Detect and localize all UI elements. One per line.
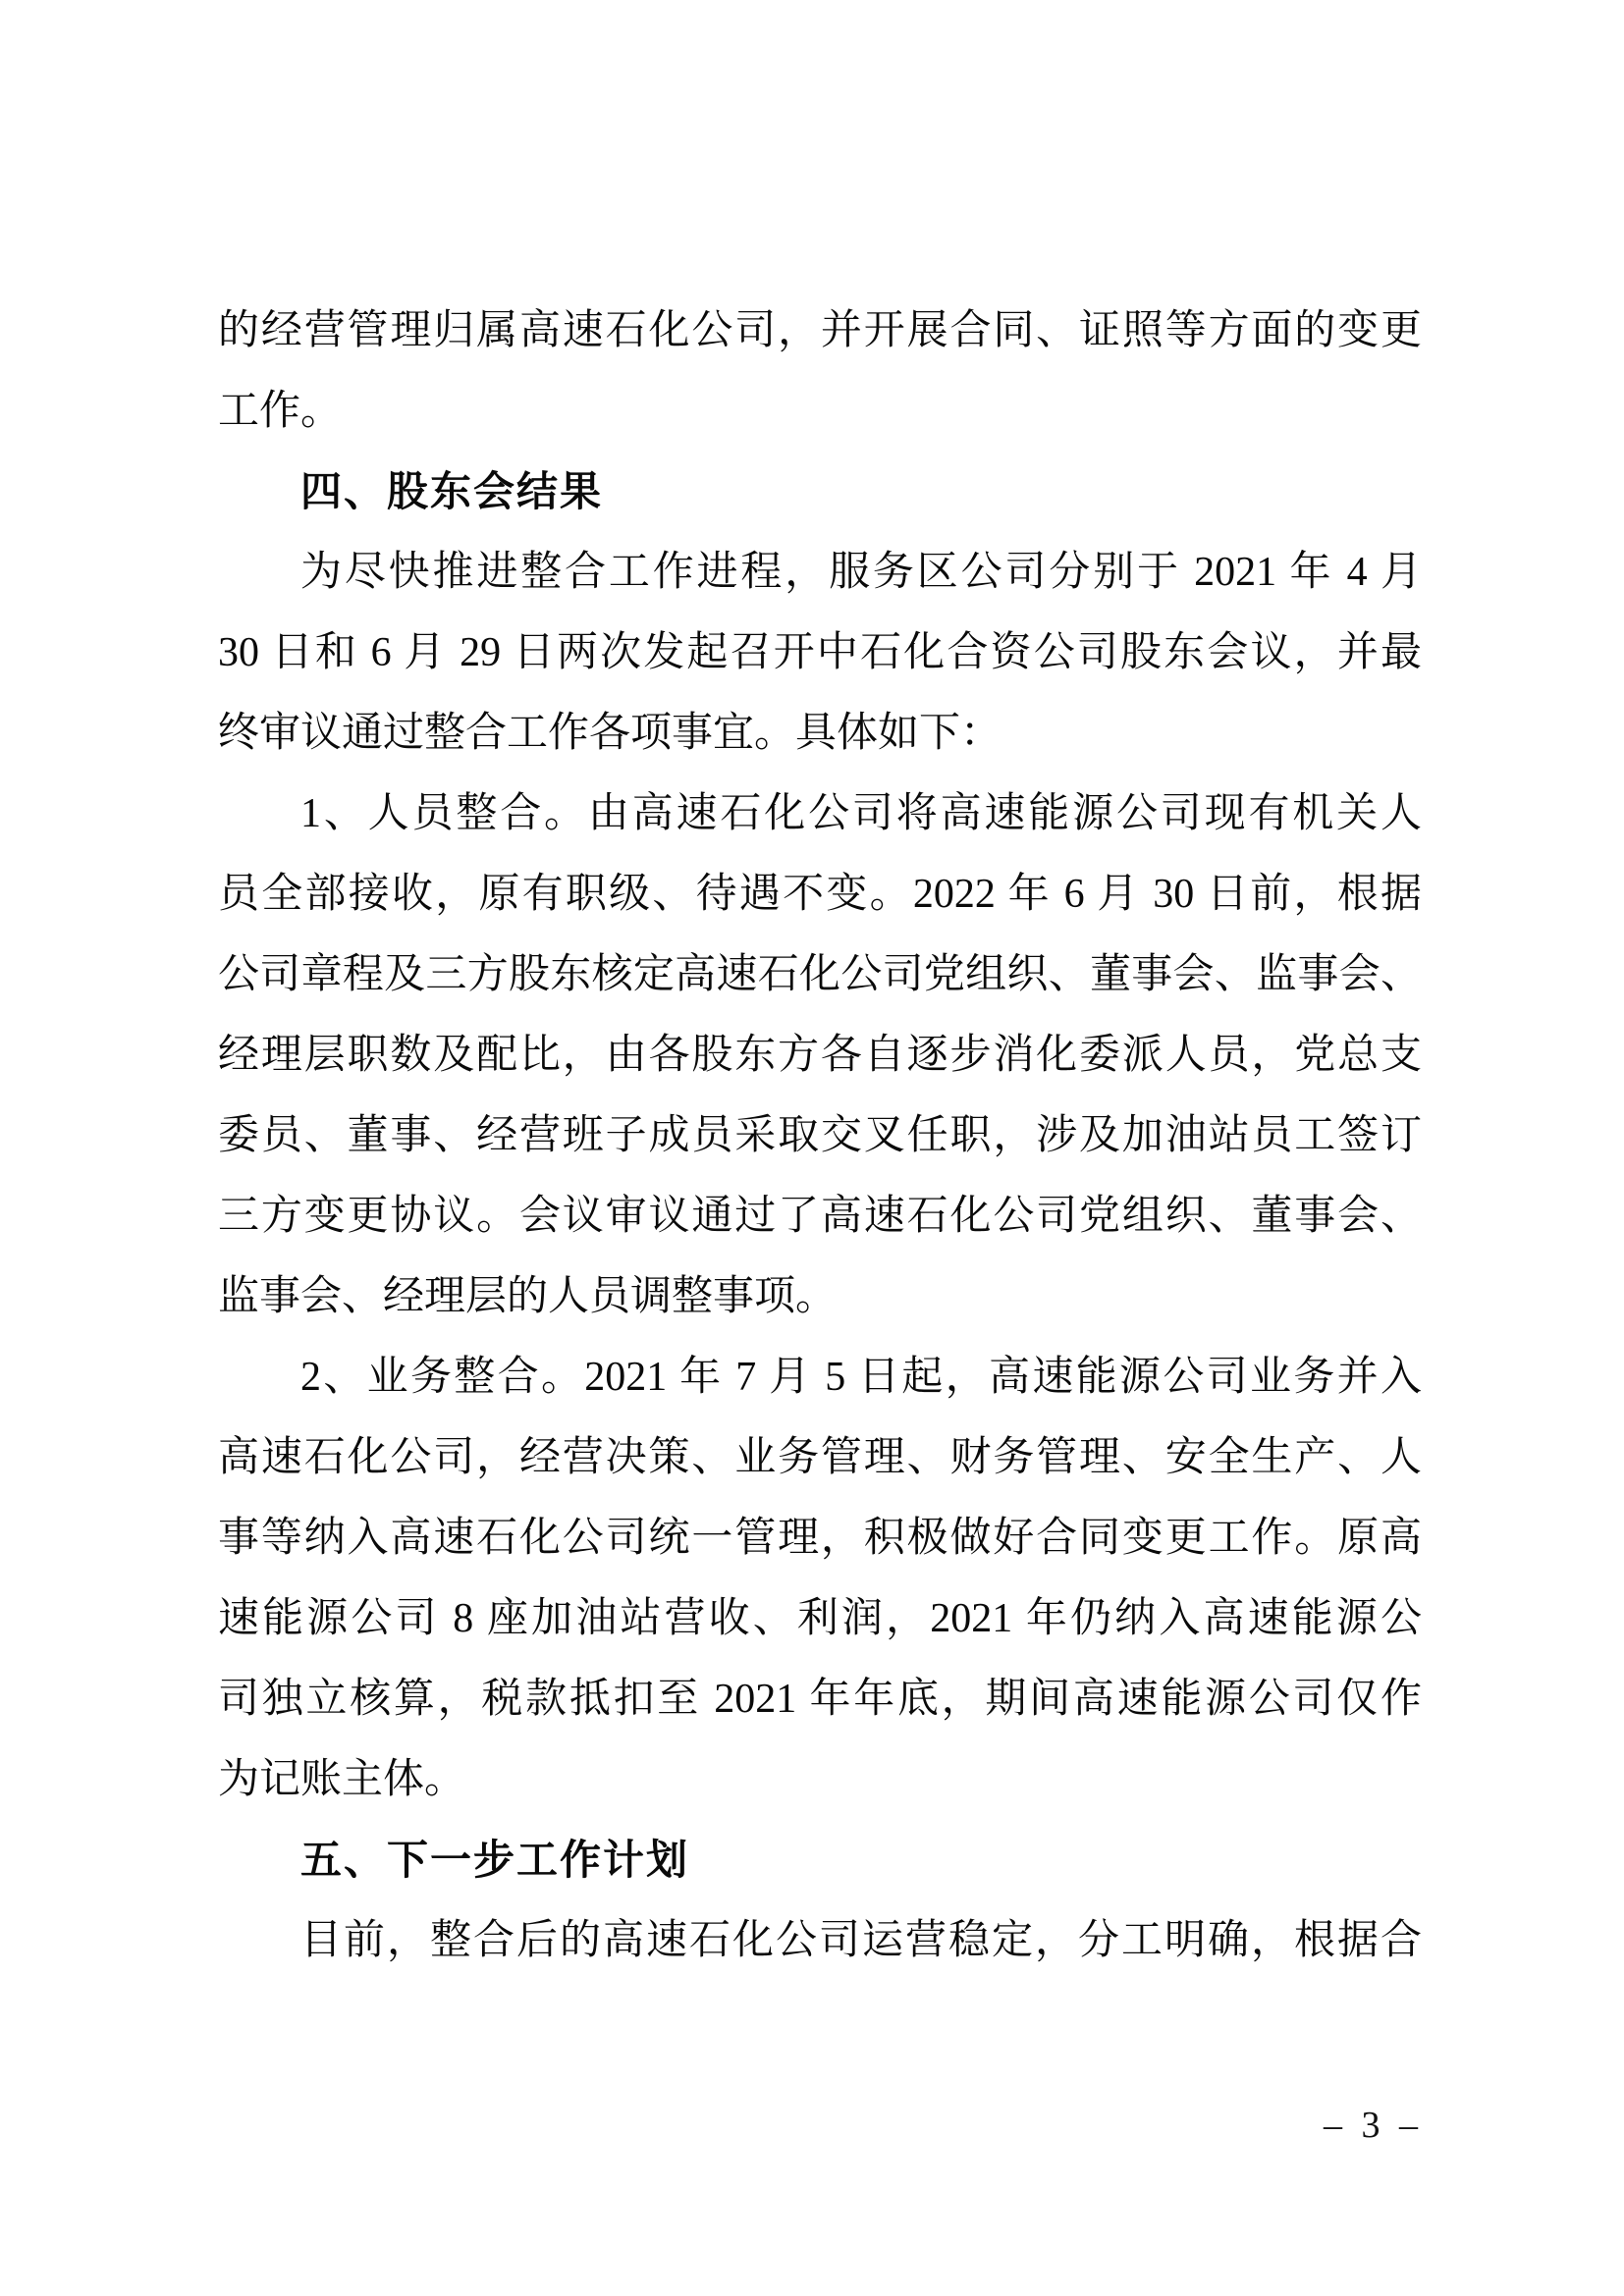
- text-line: 监事会、经理层的人员调整事项。: [218, 1274, 838, 1319]
- text-line: 终审议通过整合工作各项事宜。具体如下：: [218, 711, 1002, 756]
- text-line: 为尽快推进整合工作进程，服务区公司分别于 2021 年 4 月: [300, 550, 1422, 595]
- text-line: 1、人员整合。由高速石化公司将高速能源公司现有机关人: [300, 791, 1422, 836]
- text-line: 2、业务整合。2021 年 7 月 5 日起，高速能源公司业务并入: [300, 1355, 1422, 1400]
- text-line: 事等纳入高速石化公司统一管理，积极做好合同变更工作。原高: [218, 1516, 1422, 1561]
- text-line: 30 日和 6 月 29 日两次发起召开中石化合资公司股东会议，并最: [218, 630, 1422, 675]
- text-line: 经理层职数及配比，由各股东方各自逐步消化委派人员，党总支: [218, 1033, 1422, 1078]
- document-body: [218, 291, 1422, 1981]
- text-line: 司独立核算，税款抵扣至 2021 年年底，期间高速能源公司仅作: [218, 1677, 1422, 1722]
- text-line: 三方变更协议。会议审议通过了高速石化公司党组织、董事会、: [218, 1194, 1422, 1239]
- text-line: 工作。: [218, 389, 343, 434]
- page-number: – 3 –: [1324, 2105, 1423, 2146]
- text-line: 速能源公司 8 座加油站营收、利润，2021 年仍纳入高速能源公: [218, 1596, 1422, 1641]
- text-line: 员全部接收，原有职级、待遇不变。2022 年 6 月 30 日前，根据: [218, 872, 1422, 917]
- text-line: 公司章程及三方股东核定高速石化公司党组织、董事会、监事会、: [218, 952, 1422, 997]
- section-heading: 五、下一步工作计划: [300, 1837, 690, 1883]
- text-line: 高速石化公司，经营决策、业务管理、财务管理、安全生产、人: [218, 1435, 1422, 1480]
- text-line: 委员、董事、经营班子成员采取交叉任职，涉及加油站员工签订: [218, 1113, 1422, 1158]
- text-line: 的经营管理归属高速石化公司，并开展合同、证照等方面的变更: [218, 308, 1422, 353]
- section-heading: 四、股东会结果: [300, 468, 604, 514]
- text-line: 目前，整合后的高速石化公司运营稳定，分工明确，根据合: [300, 1918, 1422, 1963]
- text-line: 为记账主体。: [218, 1757, 466, 1802]
